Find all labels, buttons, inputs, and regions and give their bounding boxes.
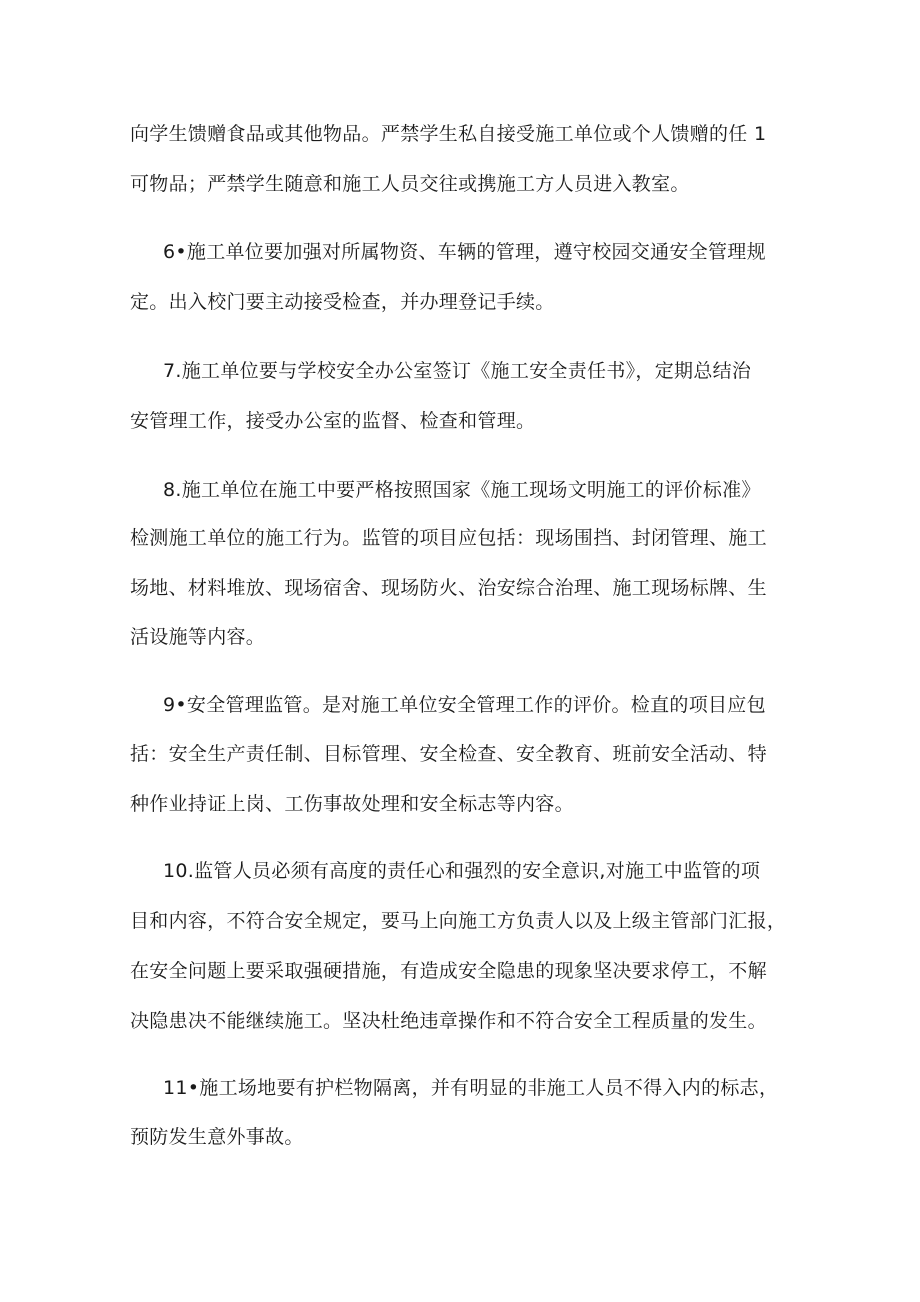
paragraph-line: 种作业持证上岗、工伤事故处理和安全标志等内容。	[130, 793, 574, 815]
paragraph-line: 9•安全管理监管。是对施工单位安全管理工作的评价。检直的项目应包	[163, 694, 766, 716]
paragraph-line: 10.监管人员必须有高度的责任心和强烈的安全意识,对施工中监管的项	[163, 860, 761, 882]
paragraph-line: 11•施工场地要有护栏物隔离，并有明显的非施工人员不得入内的标志，	[163, 1077, 779, 1099]
paragraph-line: 决隐患决不能继续施工。坚决杜绝违章操作和不符合安全工程质量的发生。	[130, 1010, 767, 1032]
paragraph-line: 括：安全生产责任制、目标管理、安全检查、安全教育、班前安全活动、特	[130, 743, 767, 765]
paragraph-line: 8.施工单位在施工中要严格按照国家《施工现场文明施工的评价标准》	[163, 479, 761, 501]
paragraph-line: 在安全问题上要采取强硬措施，有造成安全隐患的现象坚决要求停工，不解	[130, 960, 767, 982]
paragraph-line: 6•施工单位要加强对所属物资、车辆的管理，遵守校园交通安全管理规	[163, 241, 766, 263]
paragraph-line: 定。出入校门要主动接受检查，并办理登记手续。	[130, 291, 555, 313]
paragraph-line: 目和内容，不符合安全规定，要马上向施工方负责人以及上级主管部门汇报，	[130, 910, 787, 932]
paragraph-line: 7.施工单位要与学校安全办公室签订《施工安全责任书》，定期总结治	[163, 360, 752, 382]
paragraph-line: 活设施等内容。	[130, 626, 266, 648]
paragraph-line: 预防发生意外事故。	[130, 1126, 304, 1148]
paragraph-line: 场地、材料堆放、现场宿舍、现场防火、治安综合治理、施工现场标牌、生	[130, 577, 767, 599]
paragraph-line: 向学生馈赠食品或其他物品。严禁学生私自接受施工单位或个人馈赠的任 1	[130, 123, 767, 145]
paragraph-line: 可物品；严禁学生随意和施工人员交往或携施工方人员进入教室。	[130, 173, 690, 195]
paragraph-line: 安管理工作，接受办公室的监督、检查和管理。	[130, 410, 536, 432]
paragraph-line: 检测施工单位的施工行为。监管的项目应包括：现场围挡、封闭管理、施工	[130, 527, 767, 549]
